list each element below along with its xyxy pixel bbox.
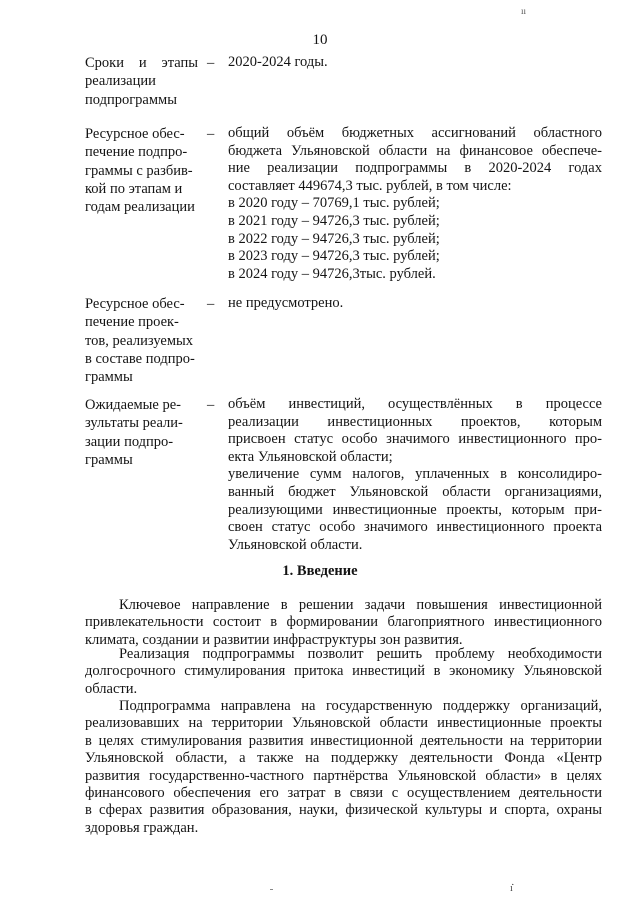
paragraph: Ключевое направление в решении задачи повышения инвестиционной привлекательности состоит в формировании благоприятного инвестиционного климата, создании и развитии инфраструктуры зон развития. bbox=[85, 597, 602, 648]
scan-mark: ıı bbox=[521, 6, 527, 16]
passport-content: 2020-2024 годы. bbox=[228, 54, 328, 70]
passport-dash: – bbox=[207, 397, 215, 413]
section-title: 1. Введение bbox=[282, 563, 358, 579]
passport-label: Ожидаемые ре- зультаты реали- зации подпро- граммы bbox=[85, 397, 183, 468]
passport-label: Сроки и этапы реализации подпрограммы bbox=[85, 55, 198, 108]
passport-label: Ресурсное обес- печение подпро- граммы с разбив- кой по этапам и годам реализации bbox=[85, 126, 195, 216]
scan-mark: ı̇̇ bbox=[510, 883, 513, 894]
paragraph: Реализация подпрограммы позволит решить проблему необходимости долгосрочного стимулирования притока инвестиций в экономику Ульяновской области. bbox=[85, 646, 602, 697]
passport-dash: – bbox=[207, 296, 215, 312]
passport-content: общий объём бюджетных ассигнований областного бюджета Ульяновской области на финансовое обеспече- ние реализации подпрограммы в 2020-2024 годах составляет 449674,3 тыс. рублей, в том числе: в 2020 году – 70769,1 тыс. рублей; в 2021 году – 94726,3 тыс. рублей; в 2022 году – 94726,3 тыс. рублей; в 2023 году – 94726,3 тыс. рублей; в 2024 году – 94726,3тыс. рублей. bbox=[228, 125, 602, 282]
passport-content: не предусмотрено. bbox=[228, 295, 344, 311]
scan-speck bbox=[270, 889, 273, 890]
page-number: 10 bbox=[312, 32, 328, 48]
passport-label: Ресурсное обес- печение проек- тов, реализуемых в составе подпро- граммы bbox=[85, 296, 195, 386]
passport-dash: – bbox=[207, 55, 215, 71]
passport-content: объём инвестиций, осуществлённых в процессе реализации инвестиционных проектов, которым присвоен статус особо значимого инвестиционного про- екта Ульяновской области; увеличение сумм налогов, уплаченных в консолидиро- ванный бюджет Ульяновской области организациями, реализующими инвестиционные проекты, которым при- своен статус особо значимого инвестиционного проекта Ульяновской области. bbox=[228, 396, 602, 553]
paragraph: Подпрограмма направлена на государственную поддержку организаций, реализовавших на территории Ульяновской области инвестиционные проекты в целях стимулирования развития инвестиционной деятельности на территории Ульяновской области, а также на поддержку деятельности Фонда «Центр развития государственно-частного партнёрства Ульяновской области» в целях финансового обеспечения его затрат в связи с осуществлением деятельности в сферах развития образования, науки, физической культуры и спорта, охраны здоровья граждан. bbox=[85, 698, 602, 836]
passport-dash: – bbox=[207, 126, 215, 142]
